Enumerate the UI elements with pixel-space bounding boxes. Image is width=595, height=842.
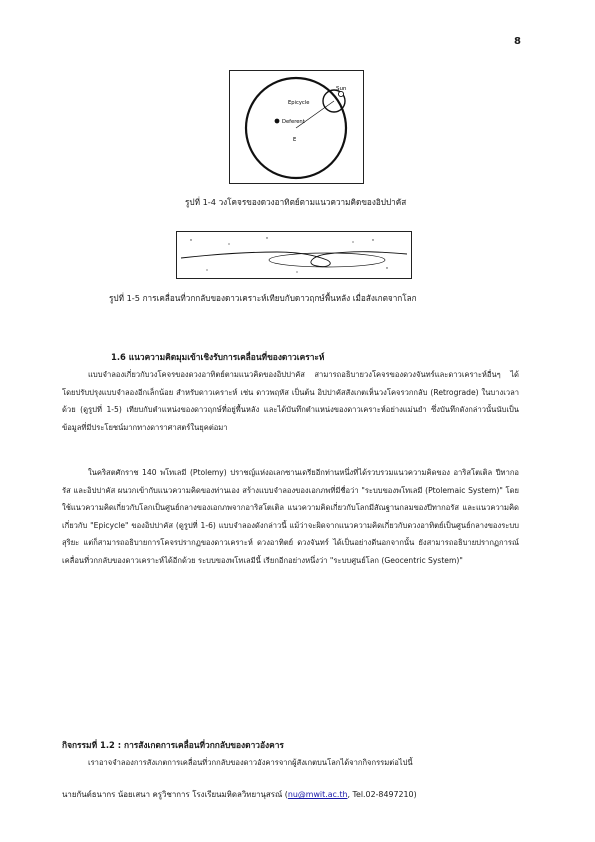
paragraph-1 [62,366,519,436]
paragraph-2 [62,464,519,570]
paragraph-2-text: ในคริสตศักราช 140 พโทเลมี (Ptolemy) ปราชญ์แห่งอเลกซานเดรียอีกท่านหนึ่งที่ได้รวบรวมแนวความคิดของ อาริสโตเติล ปีทากอรัส และอิปปาคัส ผนวกเข้ากับแนวความคิดของท่านเอง สร้างแบบจำลองของเอกภพที่มีชื่อว่า "ระบบของพโทเลมี (Ptolemaic System)" โดยใช้แนวความคิดเกี่ยวกับโลกเป็นศูนย์กลางของเอกภพจากอาริสโตเติล แนวความคิดเกี่ยวกับโลกมีสัณฐานกลมของปีทากอรัส และแนวความคิดเกี่ยวกับ "Epicycle" ของอิปปาคัส (ดูรูปที่ 1-6) แบบจำลองดังกล่าวนี้ แม้ว่าจะผิดจากแนวความคิดเกี่ยวกับดวงอาทิตย์เป็นศูนย์กลางของระบบสุริยะ แต่ก็สามารถอธิบายการโคจรปรากฏของดาวเคราะห์ ดวงอาทิตย์ ดวงจันทร์ ได้เป็นอย่างดีนอกจากนั้น ยังสามารถอธิบายปรากฏการณ์เคลื่อนที่วกกลับของดาวเคราะห์ได้อีกด้วย ระบบของพโทเลมีนี้ เรียกอีกอย่างหนึ่งว่า "ระบบศูนย์โลก (Geocentric System)" [62,468,519,565]
figure-retrograde-diagram [176,231,412,279]
paragraph-3 [62,754,519,772]
activity-heading: กิจกรรมที่ 1.2 : การสังเกตการเคลื่อนที่วกกลับของดาวอังคาร [62,740,284,750]
figure-epicycle-diagram [229,70,364,184]
email-link[interactable]: nu@mwit.ac.th [287,790,348,799]
earth-dot [275,119,280,124]
retrograde-drawing [177,232,411,278]
page-footer [62,789,417,801]
earth-label: E [293,137,297,143]
paragraph-1-text: แบบจำลองเกี่ยวกับวงโคจรของดวงอาทิตย์ตามแนวคิดของอิปปาคัส สามารถอธิบายวงโคจรของดวงจันทร์และดาวเคราะห์อื่นๆ ได้ โดยปรับปรุงแบบจำลองอีกเล็กน้อย สำหรับดาวเคราะห์ เช่น ดาวพฤหัส เป็นต้น อิปปาคัสสังเกตเห็นวงโคจรวกกลับ (Retrograde) ในบางเวลาด้วย (ดูรูปที่ 1-5) เทียบกับตำแหน่งของดาวฤกษ์ที่อยู่พื้นหลัง และได้บันทึกตำแหน่งของดาวเคราะห์อย่างแม่นยำ ซึ่งบันทึกดังกล่าวนั้นนับเป็นข้อมูลที่มีประโยชน์มากทางดาราศาสตร์ในยุคต่อมา [62,370,519,432]
section-heading: 1.6 แนวความคิดมุมเข้าเชิงรับการเคลื่อนที่ของดาวเคราะห์ [111,352,325,362]
figure-1-5-caption: รูปที่ 1-5 การเคลื่อนที่วกกลับของดาวเคราะห์เทียบกับดาวฤกษ์พื้นหลัง เมื่อสังเกตจากโลก [109,293,417,303]
epicycle-label: Epicycle [288,100,310,106]
figure-1-4-caption: รูปที่ 1-4 วงโคจรของดวงอาทิตย์ตามแนวความคิดของอิปปาคัส [185,197,407,207]
deferent-label: Deferent [282,119,305,125]
page-number: 8 [514,36,521,47]
paragraph-3-text: เราอาจจำลองการสังเกตการเคลื่อนที่วกกลับของดาวอังคารจากผู้สังเกตบนโลกได้จากกิจกรรมต่อไปนี้ [88,758,413,767]
sun-label: Sun [336,86,347,92]
epicycle-drawing [230,71,363,183]
footer-author: นายกันต์ธนากร น้อยเสนา ครูวิชาการ โรงเรียนมหิดลวิทยานุสรณ์ ( [62,790,288,799]
footer-phone: , Tel.02-8497210) [347,790,417,799]
sun-dot [338,91,343,96]
